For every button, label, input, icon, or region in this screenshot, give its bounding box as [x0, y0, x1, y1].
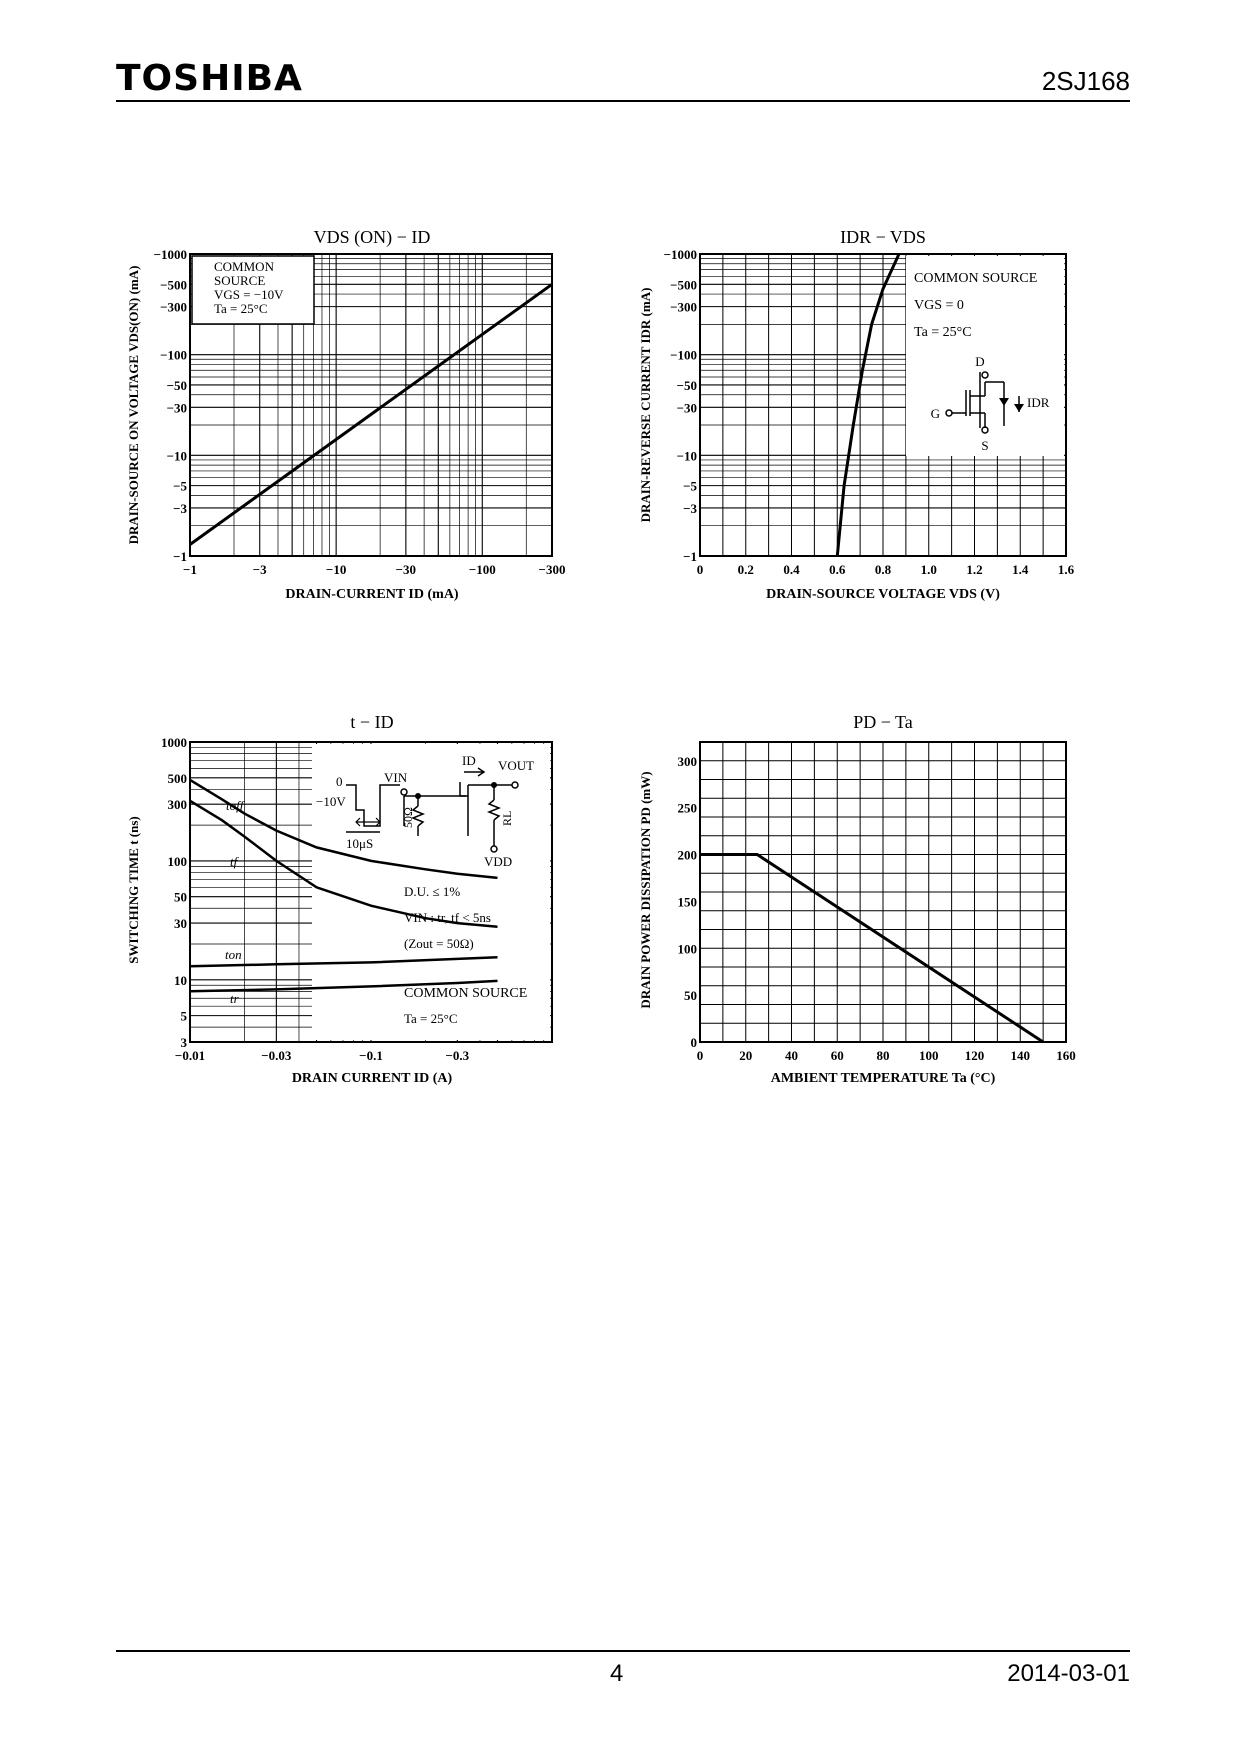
chart2-annotation: Ta = 25°C [914, 325, 972, 340]
chart4-xlabel: AMBIENT TEMPERATURE Ta (°C) [770, 1071, 996, 1086]
chart2-ylabel: DRAIN-REVERSE CURRENT IDR (mA) [638, 287, 653, 523]
chart1-annotation: VGS = −10V [214, 287, 284, 302]
x-tick-label: 0.4 [783, 562, 800, 577]
chart2-series-line [837, 254, 899, 556]
x-tick-label: −0.1 [359, 1048, 383, 1063]
y-tick-label: −500 [670, 277, 697, 293]
y-tick-label: 100 [167, 853, 187, 869]
y-tick-label: 100 [677, 941, 697, 957]
y-tick-label: −30 [676, 400, 697, 416]
y-tick-label: −300 [670, 299, 697, 315]
chart4-grid [700, 742, 1066, 1042]
circuit-label: −10V [316, 794, 346, 809]
y-tick-label: −3 [173, 500, 187, 516]
doc-date: 2014-03-01 [1007, 1660, 1130, 1687]
y-tick-label: −5 [173, 478, 187, 494]
y-tick-label: 250 [677, 800, 697, 816]
x-tick-label: −0.01 [174, 1048, 206, 1063]
label-tf: tf [230, 854, 238, 869]
chart3-ylabel: SWITCHING TIME t (ns) [126, 816, 141, 964]
x-tick-label: 40 [785, 1048, 798, 1063]
chart1-annotation: SOURCE [214, 273, 266, 288]
x-tick-label: 0 [696, 562, 704, 577]
y-tick-label: 0 [690, 1035, 697, 1050]
chart2-terminal-g: G [930, 406, 940, 421]
y-tick-label: −10 [166, 448, 187, 464]
x-tick-label: 60 [830, 1048, 844, 1063]
y-tick-label: −50 [166, 377, 187, 393]
brand-logo: TOSHIBA [116, 58, 303, 99]
y-tick-label: 10 [174, 972, 187, 988]
chart2-idr-label: IDR [1027, 395, 1050, 410]
y-tick-label: 5 [180, 1008, 187, 1024]
circuit-label: VDD [484, 854, 513, 869]
label-tr: tr [230, 991, 239, 1006]
y-tick-label: 200 [677, 847, 697, 863]
y-tick-label: −10 [676, 448, 697, 464]
x-tick-label: 100 [919, 1048, 939, 1063]
circuit-label: 10μS [346, 836, 374, 851]
chart3-note: D.U. ≤ 1% [404, 884, 461, 899]
chart4-ylabel: DRAIN POWER DISSIPATION PD (mW) [638, 771, 653, 1009]
chart3-title: t − ID [350, 712, 394, 732]
circuit-label: VOUT [498, 758, 535, 773]
part-number: 2SJ168 [1041, 66, 1130, 96]
y-tick-label: −1000 [663, 247, 697, 262]
chart2-annotation: COMMON SOURCE [914, 271, 1038, 286]
chart1-annotation: COMMON [214, 259, 274, 274]
y-tick-label: 1000 [161, 735, 187, 750]
chart2-annotation: VGS = 0 [914, 298, 964, 313]
y-tick-label: −100 [160, 347, 187, 363]
x-tick-label: 0 [696, 1048, 704, 1063]
x-tick-label: 20 [739, 1048, 753, 1063]
chart1-ylabel: DRAIN-SOURCE ON VOLTAGE VDS(ON) (mA) [126, 265, 141, 545]
x-tick-label: 80 [876, 1048, 890, 1063]
chart-pd-ta [638, 712, 1076, 1086]
chart3-note: Ta = 25°C [404, 1011, 458, 1026]
y-tick-label: −300 [160, 299, 187, 315]
chart2-terminal-d: D [975, 354, 985, 369]
x-tick-label: 1.0 [920, 562, 937, 577]
x-tick-label: −10 [325, 562, 347, 577]
label-ton: ton [225, 947, 242, 962]
circuit-label: ID [462, 753, 476, 768]
chart-t-id [126, 712, 552, 1086]
x-tick-label: 140 [1010, 1048, 1030, 1063]
page-number: 4 [610, 1660, 624, 1687]
y-tick-label: −5 [683, 478, 697, 494]
chart2-xlabel: DRAIN-SOURCE VOLTAGE VDS (V) [766, 587, 1000, 602]
chart1-annotation: Ta = 25°C [214, 301, 268, 316]
circuit-label: 0 [336, 774, 343, 789]
x-tick-label: 0.6 [829, 562, 846, 577]
chart2-terminal-s: S [981, 438, 989, 453]
y-tick-label: 150 [677, 894, 697, 910]
chart2-title: IDR − VDS [840, 227, 926, 247]
circuit-label: 50Ω [401, 807, 415, 828]
y-tick-label: 30 [174, 916, 187, 932]
x-tick-label: 0.2 [737, 562, 754, 577]
chart4-title: PD − Ta [853, 712, 913, 732]
chart3-note: VIN : tr, tf < 5ns [404, 910, 491, 925]
x-tick-label: −30 [395, 562, 417, 577]
x-tick-label: −300 [538, 562, 566, 577]
circuit-label: RL [500, 810, 514, 826]
chart-idr-vds [638, 227, 1075, 602]
x-tick-label: −0.3 [445, 1048, 470, 1063]
chart1-title: VDS (ON) − ID [313, 227, 431, 247]
x-tick-label: 120 [964, 1048, 985, 1063]
y-tick-label: −3 [683, 500, 697, 516]
x-tick-label: −100 [468, 562, 496, 577]
y-tick-label: −1000 [153, 247, 187, 262]
label-toff: toff [226, 798, 244, 813]
y-tick-label: 50 [684, 988, 697, 1004]
y-tick-label: −1 [173, 549, 187, 564]
x-tick-label: 0.8 [874, 562, 892, 577]
y-tick-label: 3 [180, 1035, 187, 1050]
y-tick-label: −30 [166, 400, 187, 416]
footer-rule [116, 1650, 1130, 1652]
y-tick-label: −100 [670, 347, 697, 363]
y-tick-label: 50 [174, 889, 187, 905]
x-tick-label: 1.6 [1057, 562, 1075, 577]
y-tick-label: 500 [167, 770, 187, 786]
x-tick-label: −0.03 [261, 1048, 292, 1063]
chart3-note: COMMON SOURCE [404, 986, 528, 1001]
x-tick-label: 1.2 [966, 562, 983, 577]
y-tick-label: −1 [683, 549, 697, 564]
chart-vds-on-id [126, 227, 565, 602]
x-tick-label: 1.4 [1012, 562, 1029, 577]
y-tick-label: 300 [677, 753, 697, 769]
y-tick-label: −50 [676, 377, 697, 393]
junction-dot [415, 793, 421, 799]
chart3-note: (Zout = 50Ω) [404, 936, 474, 951]
chart1-xlabel: DRAIN-CURRENT ID (mA) [285, 587, 459, 602]
y-tick-label: 300 [167, 797, 187, 813]
x-tick-label: 160 [1056, 1048, 1076, 1063]
circuit-label: VIN [384, 770, 408, 785]
x-tick-label: −3 [252, 562, 267, 577]
y-tick-label: −500 [160, 277, 187, 293]
chart3-xlabel: DRAIN CURRENT ID (A) [291, 1071, 453, 1086]
junction-dot [491, 782, 497, 788]
x-tick-label: −1 [183, 562, 197, 577]
